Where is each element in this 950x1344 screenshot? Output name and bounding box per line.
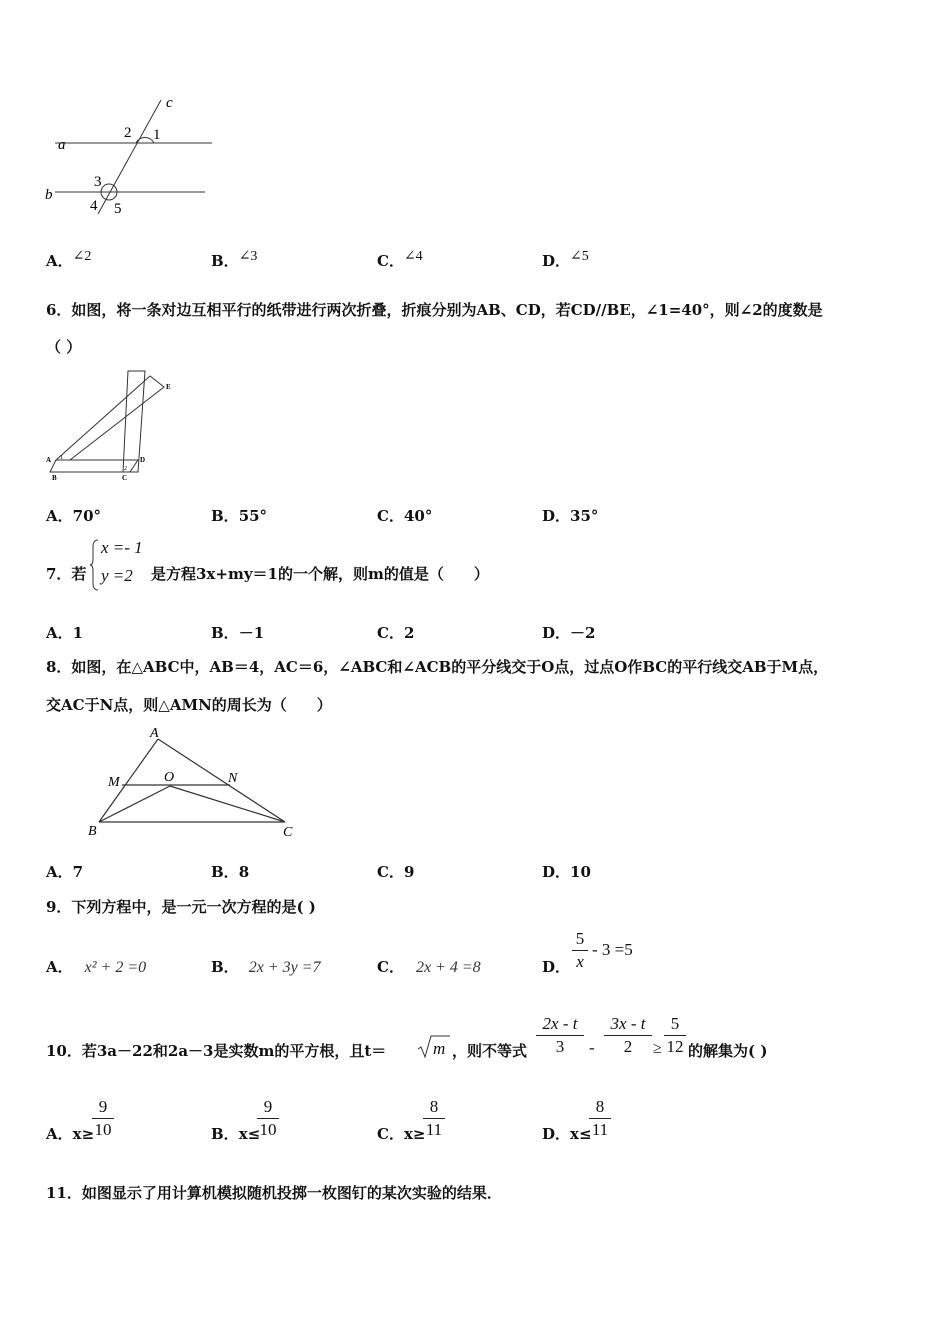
q8-option-d[interactable]: D．10 [542,863,591,881]
q9-stem: 9．下列方程中，是一元一次方程的是( ) [46,898,316,916]
angle-5-label: 5 [114,201,122,217]
point-d-label: D [140,456,146,464]
q9-option-b[interactable]: B． 2x + 3y =7 [211,958,321,976]
q7-stem-suffix: 是方程3x+my＝1的一个解，则m的值是（ ） [151,565,489,583]
q9-option-d-fraction: 5 x [572,929,588,972]
q10-geq: ≥ [653,1040,662,1057]
q10-stem-suffix: 的解集为( ) [688,1042,768,1060]
q10-stem-prefix: 10．若3a－22和2a－3是实数m的平方根，且t＝ [46,1042,387,1060]
q9-option-d-rest: - 3 =5 [592,940,633,959]
q7-option-c[interactable]: C．2 [377,624,415,642]
point-c-label: C [283,825,293,840]
q5-option-a[interactable]: A．∠2 [46,249,92,270]
q6-figure [40,362,190,484]
q10-sqrt-arg: m [433,1039,446,1058]
q10-option-b[interactable]: B．x≤ [211,1125,261,1143]
angle-3-label: 3 [94,174,102,190]
point-a-label: A [46,456,52,464]
q7-stem-prefix: 7．若 [46,565,87,583]
q9-option-a[interactable]: A． x² + 2 =0 [46,958,147,976]
point-b-label: B [52,474,57,482]
q7-option-a[interactable]: A．1 [46,624,84,642]
q8-option-c[interactable]: C．9 [377,863,415,881]
point-m-label: M [108,775,120,790]
q6-option-b[interactable]: B．55° [211,507,268,525]
q5-option-d[interactable]: D．∠5 [542,249,589,270]
q10-minus: - [589,1038,595,1057]
q11-stem: 11．如图显示了用计算机模拟随机投掷一枚图钉的某次实验的结果． [46,1184,502,1202]
line-c-label: c [166,95,173,111]
q10-option-a-fraction: 9 10 [92,1097,114,1140]
q8-stem-line2: 交AC于N点，则△AMN的周长为（ ） [46,696,332,714]
point-n-label: N [228,771,238,786]
q8-stem-line1: 8．如图，在△ABC中，AB＝4，AC＝6，∠ABC和∠ACB的平分线交于O点，过点O作BC的平行线交AB于M点， [46,658,829,676]
angle-2-label: 2 [124,466,127,472]
q10-stem-mid: ，则不等式 [452,1042,528,1060]
q10-option-d[interactable]: D．x≤ [542,1125,592,1143]
q10-fraction-2: 3x - t 2 [604,1014,652,1057]
q8-option-a[interactable]: A．7 [46,863,84,881]
angle-4-label: 4 [90,198,98,214]
q6-option-c[interactable]: C．40° [377,507,433,525]
q10-fraction-3: 5 12 [664,1014,686,1057]
q7-system-eq1: x =- 1 [101,538,143,557]
q7-option-d[interactable]: D．－2 [542,624,596,642]
q6-option-d[interactable]: D．35° [542,507,599,525]
q10-option-c[interactable]: C．x≥ [377,1125,426,1143]
q10-fraction-1: 2x - t 3 [536,1014,584,1057]
angle-2-label: 2 [124,125,132,141]
point-c-label: C [122,474,128,482]
point-e-label: E [166,383,171,391]
q5-option-b[interactable]: B．∠3 [211,249,258,270]
angle-1-label: 1 [60,455,63,461]
angle-1-label: 1 [153,127,161,143]
q6-stem-line1: 6．如图，将一条对边互相平行的纸带进行两次折叠，折痕分别为AB、CD，若CD//BE，∠1=40°，则∠2的度数是 [46,301,823,319]
point-a-label: A [150,726,159,741]
q5-figure [40,92,230,222]
line-a-label: a [58,137,66,153]
q6-option-a[interactable]: A．70° [46,507,102,525]
point-b-label: B [88,824,97,839]
q7-option-b[interactable]: B．－1 [211,624,265,642]
q10-option-c-fraction: 8 11 [423,1097,445,1140]
q6-stem-line2: （ ） [46,338,82,356]
q9-option-d-letter[interactable]: D． [542,958,571,976]
q10-option-b-fraction: 9 10 [257,1097,279,1140]
q8-figure [80,722,310,842]
q10-option-d-fraction: 8 11 [589,1097,611,1140]
q9-option-c[interactable]: C． 2x + 4 =8 [377,958,481,976]
left-brace-icon [90,539,100,591]
q10-option-a[interactable]: A．x≥ [46,1125,95,1143]
q7-system-eq2: y =2 [101,566,133,585]
q5-option-c[interactable]: C．∠4 [377,249,423,270]
q8-option-b[interactable]: B．8 [211,863,250,881]
point-o-label: O [164,770,175,785]
line-b-label: b [45,187,53,203]
